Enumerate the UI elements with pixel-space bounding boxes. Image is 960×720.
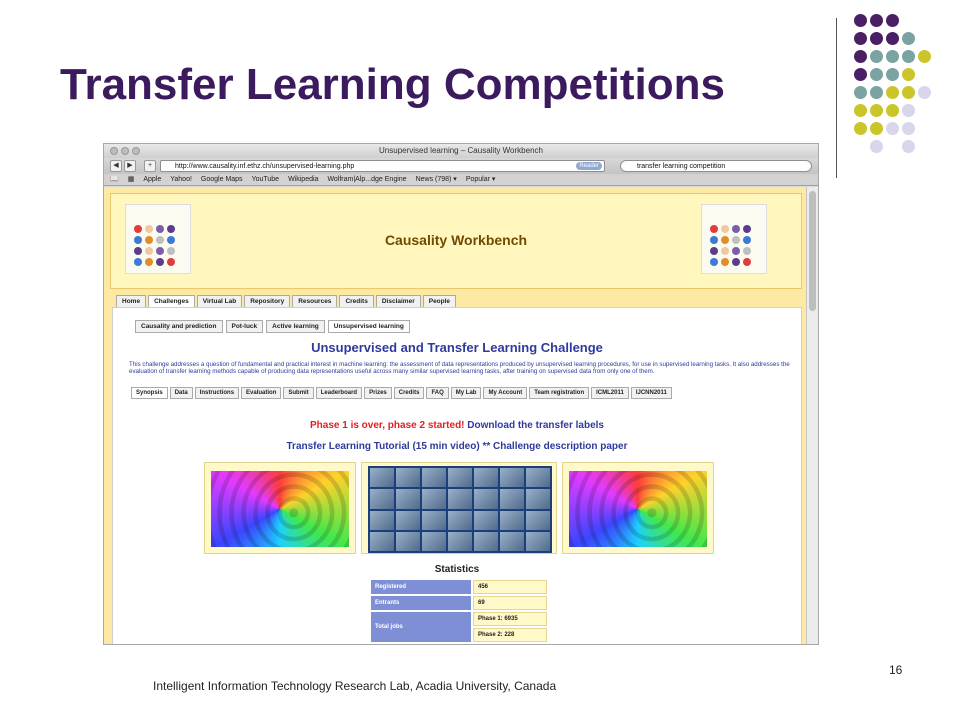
bookmark-wikipedia[interactable]: Wikipedia bbox=[288, 176, 319, 183]
site-logo-right bbox=[701, 204, 767, 274]
site-title: Causality Workbench bbox=[384, 232, 528, 248]
tab-resources[interactable]: Resources bbox=[292, 295, 337, 308]
challenge-sub-tabs bbox=[135, 320, 410, 333]
bookmark-popular[interactable]: Popular ▾ bbox=[465, 176, 496, 183]
table-row bbox=[371, 580, 547, 594]
forward-arrow-icon[interactable]: ▶ bbox=[124, 160, 136, 172]
vertical-scrollbar[interactable] bbox=[806, 187, 818, 645]
search-input[interactable] bbox=[620, 160, 812, 172]
tab-team-registration[interactable]: Team registration bbox=[529, 387, 589, 399]
stat-label: Total jobs bbox=[371, 612, 471, 642]
phase-announcement bbox=[113, 420, 801, 431]
tab-repository[interactable]: Repository bbox=[244, 295, 290, 308]
tab-icml2011[interactable]: ICML2011 bbox=[591, 387, 629, 399]
tab-submit[interactable]: Submit bbox=[283, 387, 313, 399]
tab-challenges[interactable]: Challenges bbox=[148, 295, 195, 308]
bookmark-youtube[interactable]: YouTube bbox=[251, 176, 280, 183]
phase-status-text: Phase 1 is over, phase 2 started! bbox=[309, 420, 465, 431]
stat-value: 456 bbox=[473, 580, 547, 594]
slide-footer: Intelligent Information Technology Research Lab, Acadia University, Canada bbox=[153, 679, 557, 693]
scrollbar-thumb[interactable] bbox=[809, 191, 816, 311]
close-button[interactable] bbox=[110, 147, 118, 155]
reader-button[interactable]: Reader bbox=[576, 162, 602, 170]
decorative-dots bbox=[852, 14, 952, 154]
swirl-image-left bbox=[204, 462, 356, 554]
site-header bbox=[110, 193, 802, 289]
bookmark-yahoo[interactable]: Yahoo! bbox=[170, 176, 192, 183]
slide-title: Transfer Learning Competitions bbox=[60, 60, 725, 109]
stat-value: Phase 1: 6935 bbox=[473, 612, 547, 626]
browser-toolbar bbox=[104, 158, 818, 174]
page-number: 16 bbox=[889, 663, 903, 677]
minimize-button[interactable] bbox=[121, 147, 129, 155]
bookmark-wolfram[interactable]: Wolfram|Alp...dge Engine bbox=[327, 176, 407, 183]
tab-home[interactable]: Home bbox=[116, 295, 146, 308]
challenge-intro: This challenge addresses a question of fundamental and practical interest in machine learning: the assessment of data representations produced by unsupervised learning procedures, for use in supervised learning tasks. It also addresses the evaluation of transfer learning methods capable of producing data representations useful across many similar supervised learning tasks, after training on supervised data from only one of them. bbox=[129, 361, 790, 375]
tab-my-account[interactable]: My Account bbox=[483, 387, 527, 399]
statistics-title: Statistics bbox=[434, 564, 480, 575]
divider-line bbox=[836, 18, 837, 178]
browser-window bbox=[103, 143, 819, 645]
tab-data[interactable]: Data bbox=[170, 387, 193, 399]
bookmark-news[interactable]: News (798) ▾ bbox=[415, 176, 457, 183]
table-row bbox=[371, 596, 547, 610]
bookmarks-grid-icon[interactable]: ▦ bbox=[127, 176, 135, 183]
bookmark-google-maps[interactable]: Google Maps bbox=[200, 176, 243, 183]
window-title: Unsupervised learning – Causality Workbench bbox=[379, 146, 543, 155]
url-text: http://www.causality.inf.ethz.ch/unsupervised-learning.php bbox=[175, 163, 355, 170]
challenge-section-tabs bbox=[131, 387, 672, 399]
tab-synopsis[interactable]: Synopsis bbox=[131, 387, 168, 399]
tab-disclaimer[interactable]: Disclaimer bbox=[376, 295, 421, 308]
tab-active-learning[interactable]: Active learning bbox=[266, 320, 325, 333]
tab-instructions[interactable]: Instructions bbox=[195, 387, 239, 399]
tab-ijcnn2011[interactable]: IJCNN2011 bbox=[631, 387, 672, 399]
address-bar[interactable] bbox=[160, 160, 605, 172]
zoom-button[interactable] bbox=[132, 147, 140, 155]
tab-credits[interactable]: Credits bbox=[339, 295, 373, 308]
challenge-content bbox=[112, 307, 802, 645]
reading-list-icon[interactable]: 📖 bbox=[110, 176, 119, 183]
back-arrow-icon[interactable]: ◀ bbox=[110, 160, 122, 172]
add-bookmark-icon[interactable]: + bbox=[144, 160, 156, 172]
table-row bbox=[371, 612, 547, 638]
tab-people[interactable]: People bbox=[423, 295, 456, 308]
swirl-image-right bbox=[562, 462, 714, 554]
tab-my-lab[interactable]: My Lab bbox=[451, 387, 482, 399]
search-value: transfer learning competition bbox=[637, 163, 726, 170]
bookmarks-bar bbox=[104, 174, 818, 186]
stat-value: 69 bbox=[473, 596, 547, 610]
tab-pot-luck[interactable]: Pot-luck bbox=[226, 320, 264, 333]
animal-thumbnail-grid bbox=[361, 462, 557, 554]
tab-causality-prediction[interactable]: Causality and prediction bbox=[135, 320, 223, 333]
stat-label: Entrants bbox=[371, 596, 471, 610]
statistics-table bbox=[371, 580, 547, 638]
tab-virtual-lab[interactable]: Virtual Lab bbox=[197, 295, 242, 308]
tab-faq[interactable]: FAQ bbox=[426, 387, 448, 399]
window-controls[interactable] bbox=[110, 147, 140, 155]
page-viewport bbox=[104, 187, 808, 645]
download-labels-link[interactable]: Download the transfer labels bbox=[467, 420, 604, 431]
tutorial-links[interactable]: Transfer Learning Tutorial (15 min video) ** Challenge description paper bbox=[286, 441, 628, 452]
stat-value: Phase 2: 228 bbox=[473, 628, 547, 642]
tab-leaderboard[interactable]: Leaderboard bbox=[316, 387, 362, 399]
tab-evaluation[interactable]: Evaluation bbox=[241, 387, 281, 399]
challenge-heading: Unsupervised and Transfer Learning Challenge bbox=[311, 340, 603, 355]
tab-credits-challenge[interactable]: Credits bbox=[394, 387, 425, 399]
tab-unsupervised-learning[interactable]: Unsupervised learning bbox=[328, 320, 410, 333]
bookmark-apple[interactable]: Apple bbox=[143, 176, 162, 183]
window-titlebar bbox=[104, 144, 818, 158]
stat-label: Registered bbox=[371, 580, 471, 594]
tab-prizes[interactable]: Prizes bbox=[364, 387, 392, 399]
